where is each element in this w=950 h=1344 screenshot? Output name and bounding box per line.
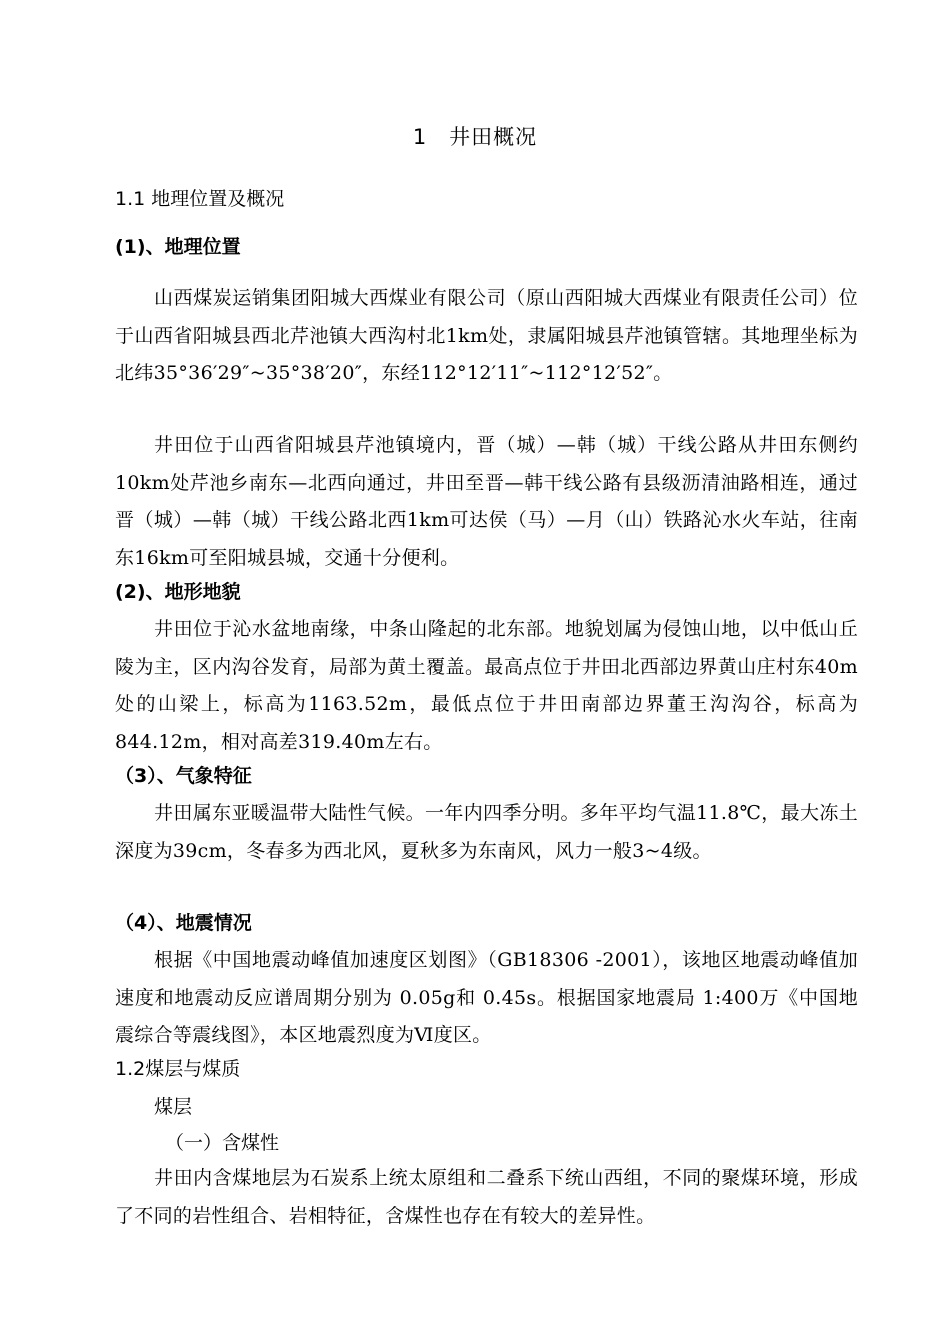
paragraph-geo-location-2: 井田位于山西省阳城县芹池镇境内，晋（城）—韩（城）干线公路从井田东侧约10km处芹池乡南东—北西向通过，井田至晋—韩干线公路有县级沥清油路相连，通过晋（城）—韩（城）干线公路北西1km可达侯（马）—月（山）铁路沁水火车站，往南东16km可至阳城县城，交通十分便利。 xyxy=(115,434,858,569)
subheading-coal-seam: 煤层 xyxy=(154,1096,193,1118)
section-heading-1-1: 1.1 地理位置及概况 xyxy=(115,188,285,210)
section-heading-1-2: 1.2煤层与煤质 xyxy=(115,1058,241,1080)
subheading-climate: （3）、气象特征 xyxy=(115,765,252,787)
subheading-landform: (2)、地形地貌 xyxy=(115,581,241,603)
chapter-title: 1 井田概况 xyxy=(412,125,538,149)
subheading-coal-bearing: （一）含煤性 xyxy=(165,1132,280,1154)
paragraph-earthquake: 根据《中国地震动峰值加速度区划图》（GB18306 -2001），该地区地震动峰值加速度和地震动反应谱周期分别为 0.05g和 0.45s。根据国家地震局 1:400万《中国地震综合等震线图》，本区地震烈度为Ⅵ度区。 xyxy=(115,949,858,1046)
subheading-earthquake: （4）、地震情况 xyxy=(115,912,252,934)
subheading-geo-location: (1)、地理位置 xyxy=(115,236,241,258)
paragraph-climate: 井田属东亚暖温带大陆性气候。一年内四季分明。多年平均气温11.8℃，最大冻土深度为39cm，冬春多为西北风，夏秋多为东南风，风力一般3~4级。 xyxy=(115,802,858,862)
paragraph-coal-bearing: 井田内含煤地层为石炭系上统太原组和二叠系下统山西组，不同的聚煤环境，形成了不同的岩性组合、岩相特征，含煤性也存在有较大的差异性。 xyxy=(115,1167,858,1227)
paragraph-geo-location-1: 山西煤炭运销集团阳城大西煤业有限公司（原山西阳城大西煤业有限责任公司）位于山西省阳城县西北芹池镇大西沟村北1km处，隶属阳城县芹池镇管辖。其地理坐标为北纬35°36′29″~35°38′20″，东经112°12′11″~112°12′52″。 xyxy=(115,287,858,384)
paragraph-landform: 井田位于沁水盆地南缘，中条山隆起的北东部。地貌划属为侵蚀山地，以中低山丘陵为主，区内沟谷发育，局部为黄土覆盖。最高点位于井田北西部边界黄山庄村东40m处的山梁上，标高为1163.52m，最低点位于井田南部边界董王沟沟谷，标高为844.12m，相对高差319.40m左右。 xyxy=(115,618,858,753)
